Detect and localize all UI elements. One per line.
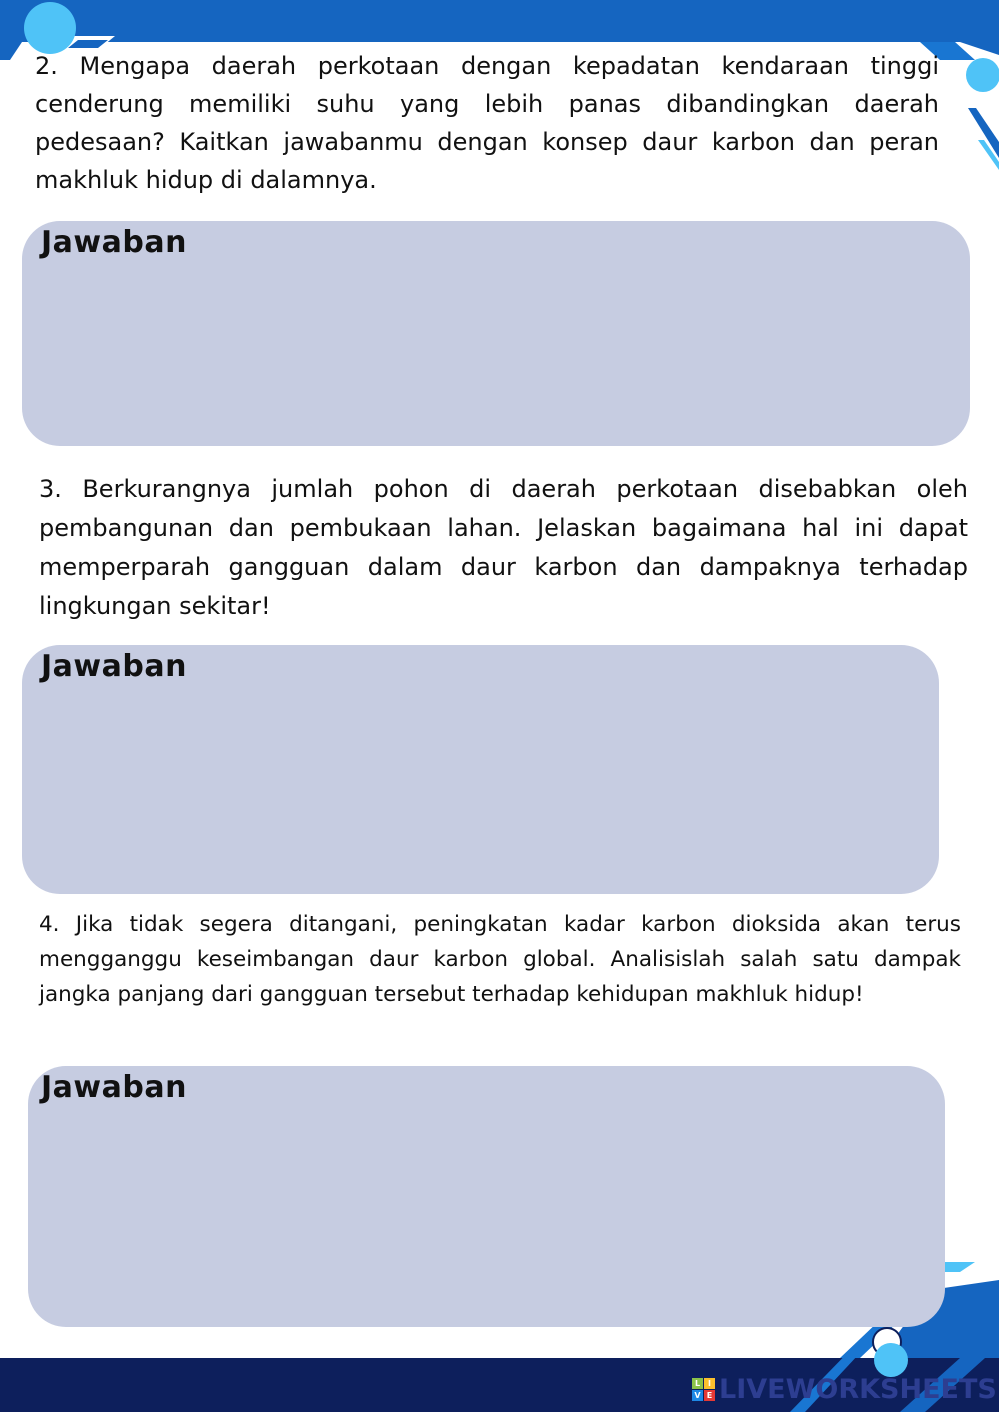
question-3-text: 3. Berkurangnya jumlah pohon di daerah perkotaan disebabkan oleh pembangunan dan pembukaan lahan. Jelaskan bagaimana hal ini dapat memperparah gangguan dalam daur karbon dan dampaknya terhadap lingkungan sekitar! — [39, 475, 968, 620]
top-right-circle — [966, 58, 999, 92]
answer-box-3[interactable] — [22, 645, 939, 894]
right-side-stripes — [960, 100, 999, 180]
logo-letter: V — [692, 1390, 703, 1401]
logo-letter: E — [704, 1390, 715, 1401]
logo-letter: I — [704, 1378, 715, 1389]
question-4-text: 4. Jika tidak segera ditangani, peningkatan kadar karbon dioksida akan terus mengganggu keseimbangan daur karbon global. Analisislah salah satu dampak jangka panjang dari gangguan tersebut terhadap kehidupan makhluk hidup! — [39, 912, 961, 1007]
answer-label: Jawaban — [41, 225, 187, 260]
answer-label: Jawaban — [41, 1070, 187, 1105]
logo-grid-icon — [692, 1378, 715, 1401]
logo-text: LIVEWORKSHEETS — [719, 1374, 997, 1405]
logo-letter: L — [692, 1378, 703, 1389]
answer-box-4[interactable] — [28, 1066, 945, 1327]
liveworksheets-logo — [692, 1374, 997, 1405]
answer-label: Jawaban — [41, 649, 187, 684]
question-2-text: 2. Mengapa daerah perkotaan dengan kepadatan kendaraan tinggi cenderung memiliki suhu yang lebih panas dibandingkan daerah pedesaan? Kaitkan jawabanmu dengan konsep daur karbon dan peran makhluk hidup di dalamnya. — [35, 52, 939, 194]
answer-box-2[interactable] — [22, 221, 970, 446]
bottom-circle — [874, 1343, 908, 1377]
